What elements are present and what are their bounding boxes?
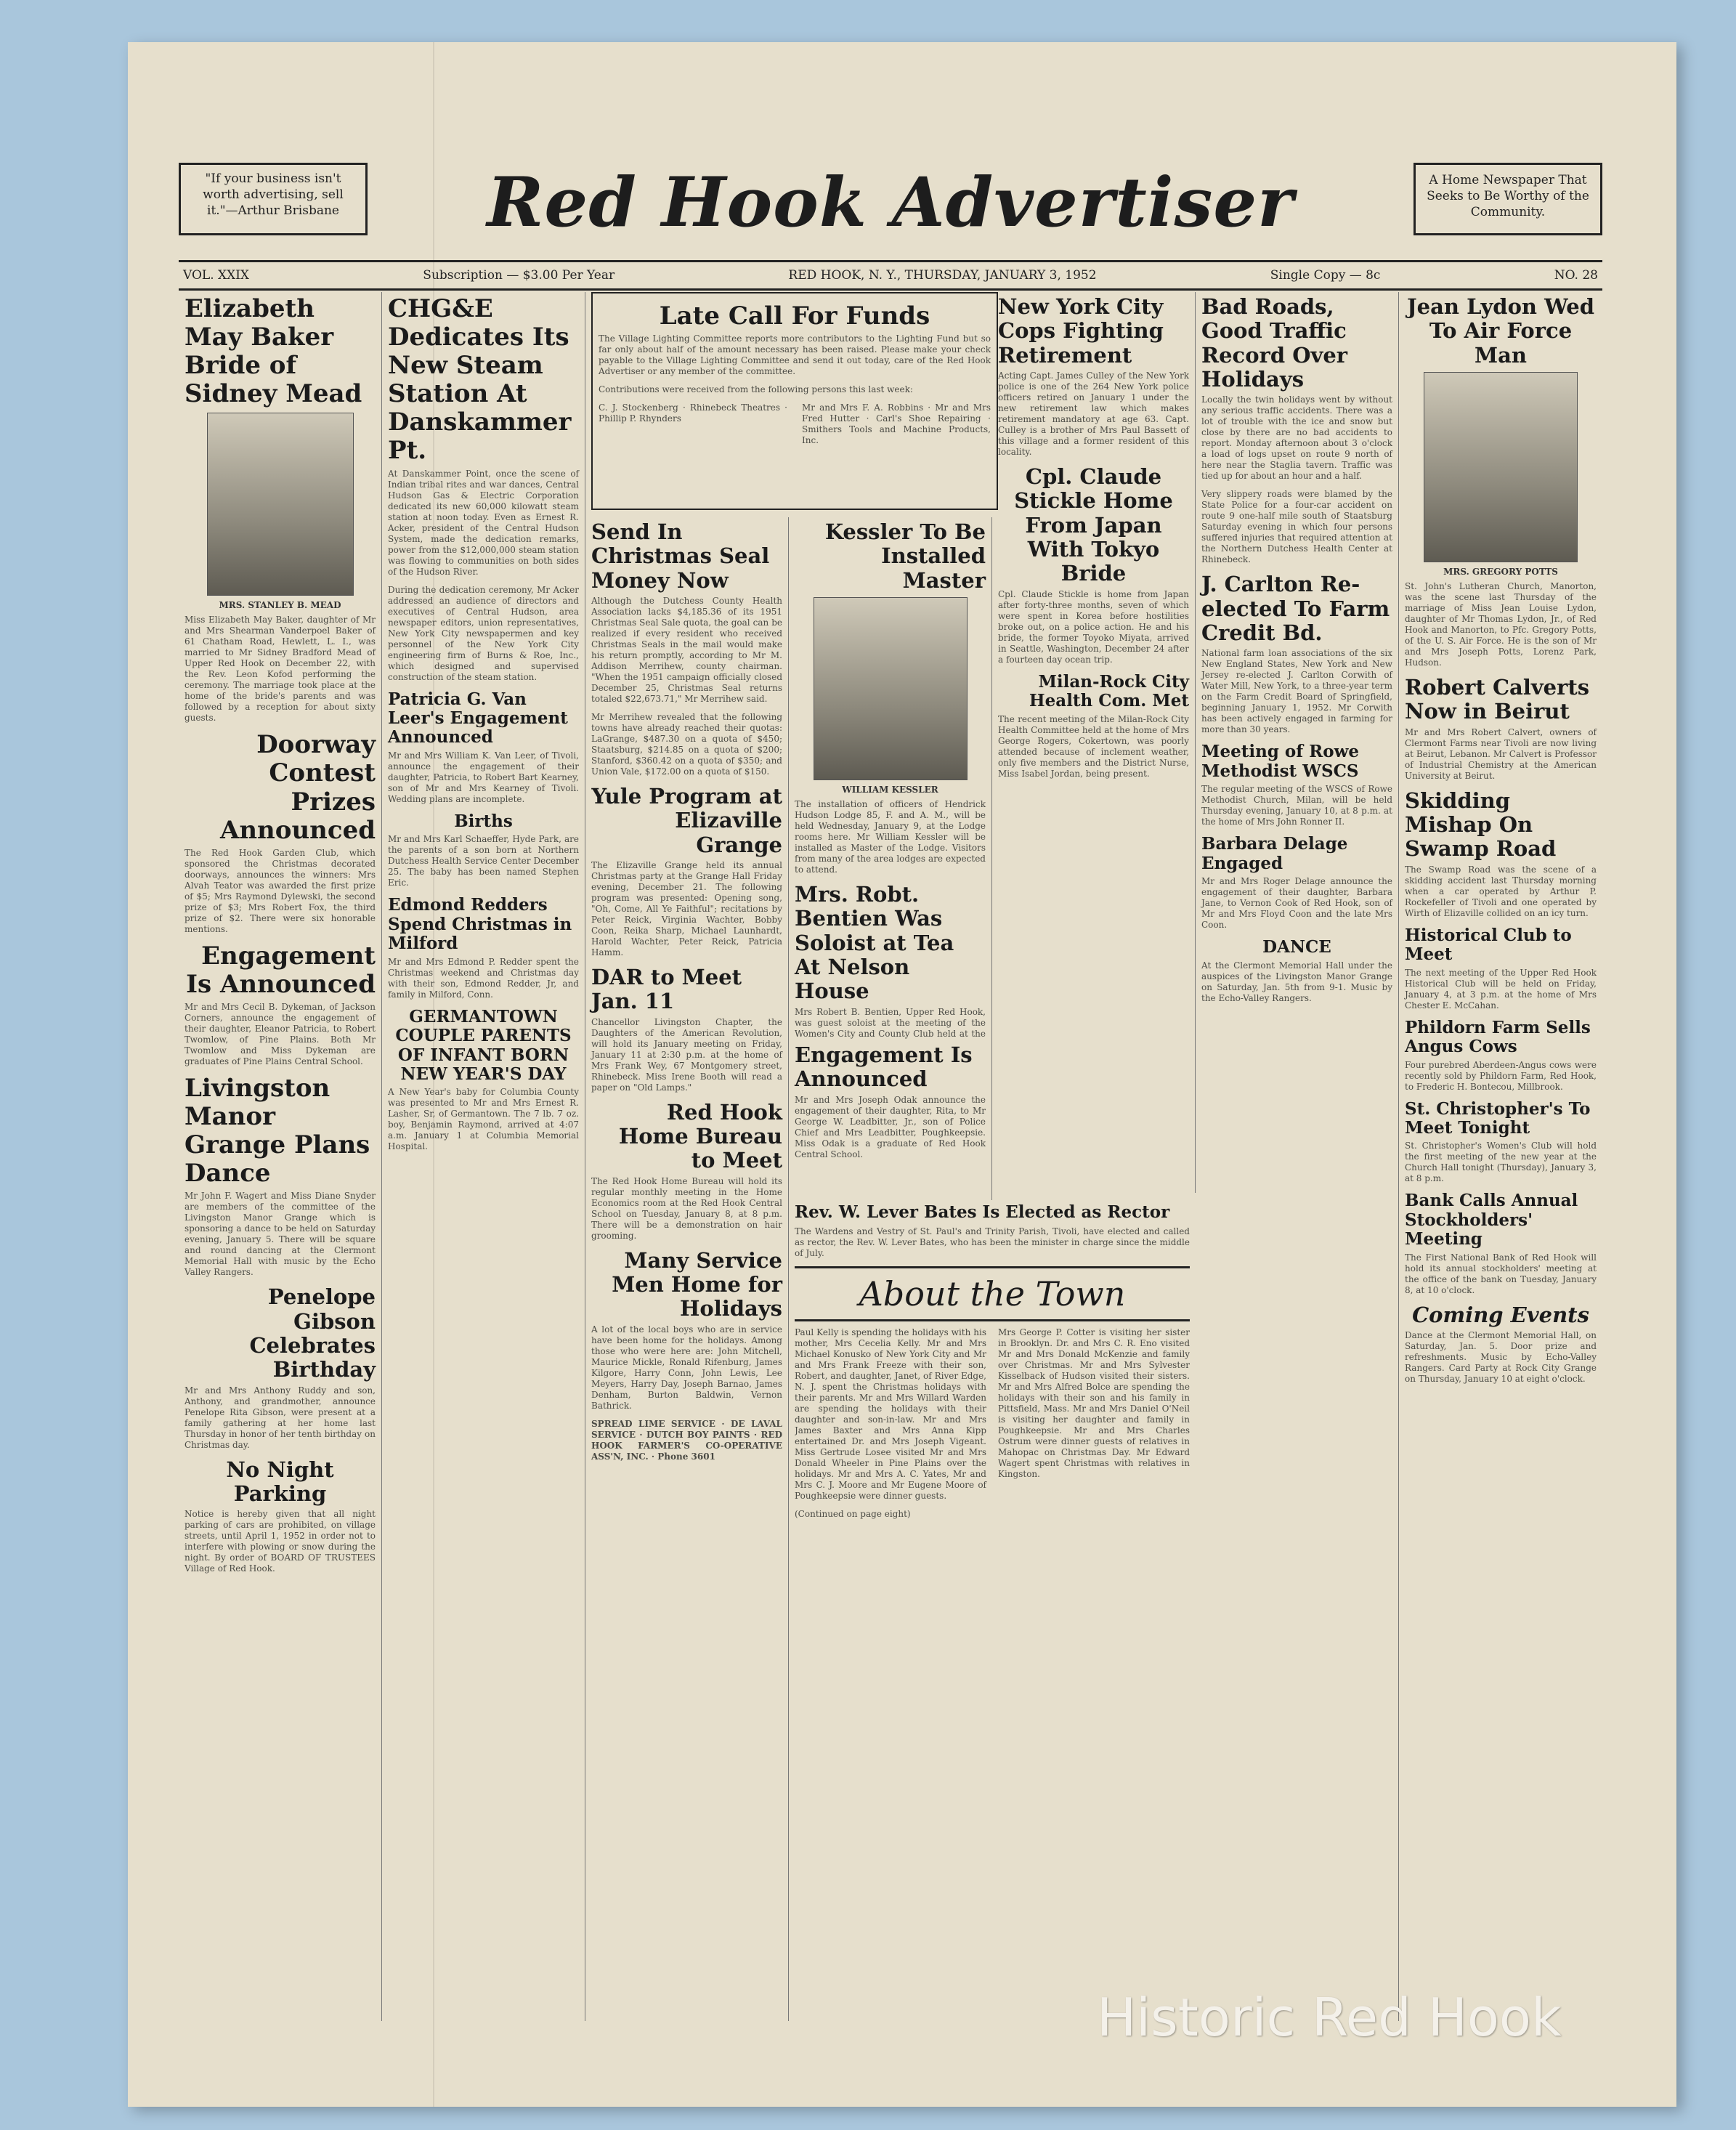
about-column-left: Paul Kelly is spending the holidays with his mother, Mrs Cecelia Kelly. Mr and Mrs Michael Konusko of New York City and Mr and Mrs Frank Freeze with their son, Robert, and daughter, Janet, of River Edge, N. J. spent the Christmas holidays with their parents. Mr and Mrs Willard Warden are spending the holidays with their daughter and son-in-law. Mr and Mrs James Baxter and Mrs Anna Kipp entertained Dr. and Mrs Joseph Vigeant. Miss Gertrude Losee visited Mr and Mrs Donald Wheeler in Pine Plains over the holidays. Mr and Mrs A. C. Yates, Mr and Mrs C. J. Moore and Mr Eugene Moore of Poughkeepsie were dinner guests. xyxy=(795,1327,986,1502)
headline: Patricia G. Van Leer's Engagement Announced xyxy=(388,689,568,748)
photo-caption: MRS. STANLEY B. MEAD xyxy=(219,600,341,611)
column-6 xyxy=(1196,292,1399,2021)
article-body: Mrs Robert B. Bentien, Upper Red Hook, was guest soloist at the meeting of the Women's City and County Club held at the xyxy=(795,1006,986,1039)
article-body: The Wardens and Vestry of St. Paul's and Trinity Parish, Tivoli, have elected and called as rector, the Rev. W. Lever Bates, who has been the minister in charge since the middle of July. xyxy=(795,1226,1190,1259)
column-3 xyxy=(585,517,789,2021)
headline: Phildorn Farm Sells Angus Cows xyxy=(1405,1017,1591,1057)
volume-number: VOL. XXIX xyxy=(183,268,250,283)
headline: Jean Lydon Wed To Air Force Man xyxy=(1406,294,1595,368)
contributor-lists xyxy=(599,402,991,453)
dateline-bar xyxy=(179,260,1602,291)
headline: CHG&E Dedicates Its New Steam Station At Danskammer Pt. xyxy=(388,294,572,466)
contributors-left: C. J. Stockenberg · Rhinebeck Theatres · Phillip P. Rhynders xyxy=(599,402,787,424)
article-body: Mr and Mrs Karl Schaeffer, Hyde Park, are the parents of a son born at Northern Dutchess Health Service Center December 25. The baby has been named Stephen Eric. xyxy=(388,834,579,888)
columns xyxy=(179,292,1602,2021)
article-body: The recent meeting of the Milan-Rock City Health Committee held at the home of Mrs George Rogers, Cokertown, was poorly attended because of inclement weather, only five members and the District Nurse, Miss Isabel Jordan, being present. xyxy=(998,713,1189,779)
headline: Red Hook Home Bureau to Meet xyxy=(618,1099,782,1173)
article-body: Dance at the Clermont Memorial Hall, on Saturday, Jan. 5. Door prize and refreshments. Music by Echo-Valley Rangers. Card Party at Rock City Grange on Thursday, January 10 at eight o'clock. xyxy=(1405,1330,1597,1385)
article-body: A New Year's baby for Columbia County was presented to Mr and Mrs Ernest R. Lasher, Sr, of Germantown. The 7 lb. 7 oz. boy, Benjamin Raymond, arrived at 4:07 a.m. January 1 at Columbia Memorial Hospital. xyxy=(388,1087,579,1152)
article-body: Locally the twin holidays went by without any serious traffic accidents. There was a lot of trouble with the ice and snow but close by there are no bad accidents to report. Monday afternoon about 3 o'clock a load of logs upset on route 9 north of here near the Staglia tavern. Traffic was tied up for about an hour and a half. xyxy=(1201,394,1392,482)
headline: Cpl. Claude Stickle Home From Japan With Tokyo Bride xyxy=(1014,464,1173,586)
column-2 xyxy=(382,292,585,2021)
headline: Edmond Redders Spend Christmas in Milford xyxy=(388,895,572,954)
article-body: Cpl. Claude Stickle is home from Japan after forty-three months, seven of which were spent in Korea before hostilities broke out, on a police action. He and his bride, the former Toyoko Miyata, arrived in Seattle, Washington, December 24 after a fourteen day ocean trip. xyxy=(998,588,1189,665)
headline: St. Christopher's To Meet Tonight xyxy=(1405,1098,1591,1138)
article-body: The installation of officers of Hendrick Hudson Lodge 85, F. and A. M., will be held Wednesday, January 9, at the Lodge rooms here. Mr William Kessler will be installed as Master of the Lodge. Visitors from many of the area lodges are expected to attend. xyxy=(795,799,986,875)
headline: Send In Christmas Seal Money Now xyxy=(591,519,770,593)
about-the-town-section xyxy=(795,1200,1190,2014)
headline: Engagement Is Announced xyxy=(795,1042,973,1092)
headline: Kessler To Be Installed Master xyxy=(824,519,986,593)
right-ear-slogan: A Home Newspaper That Seeks to Be Worthy of the Community. xyxy=(1413,163,1602,235)
article-body: Contributions were received from the following persons this last week: xyxy=(599,384,913,395)
headline: Mrs. Robt. Bentien Was Soloist at Tea At Nelson House xyxy=(795,882,954,1004)
article-body: Mr John F. Wagert and Miss Diane Snyder are members of the committee of the Livingston Manor Grange which is sponsoring a dance to be held on Saturday evening, January 5. There will be square and round dancing at the Clermont Memorial Hall with music by the Echo Valley Rangers. xyxy=(184,1191,376,1278)
headline: Barbara Delage Engaged xyxy=(1201,834,1348,873)
article-body: Chancellor Livingston Chapter, the Daughters of the American Revolution, will hold its January meeting on Friday, January 11 at 2:30 p.m. at the home of Mrs Frank Wey, 67 Montgomery street, Rhinebeck. Miss Irene Booth will read a paper on "Old Lamps." xyxy=(591,1016,782,1093)
column-4 xyxy=(789,517,992,1040)
article-body: Mr and Mrs Cecil B. Dykeman, of Jackson Corners, announce the engagement of their daughter, Eleanor Patricia, to Robert Twomlow, of Pine Plains. Both Mr Twomlow and Miss Dykeman are graduates of Pine Plains Central School. xyxy=(184,1001,376,1066)
headline: Rev. W. Lever Bates Is Elected as Rector xyxy=(795,1202,1170,1222)
headline: New York City Cops Fighting Retirement xyxy=(998,294,1164,368)
headline: Doorway Contest Prizes Announced xyxy=(219,730,376,845)
article-body: Mr and Mrs Joseph Odak announce the engagement of their daughter, Rita, to Mr George W. Leadbitter, Jr., son of Police Chief and Mrs Leadbitter, Poughkeepsie. Miss Odak is a graduate of Red Hook Central School. xyxy=(795,1094,986,1159)
headline: Coming Events xyxy=(1412,1302,1589,1327)
headline: Skidding Mishap On Swamp Road xyxy=(1405,787,1557,862)
headline: GERMANTOWN COUPLE PARENTS OF INFANT BORN NEW YEAR'S DAY xyxy=(395,1006,572,1084)
bride-photo xyxy=(207,413,354,596)
article-body: During the dedication ceremony, Mr Acker addressed an audience of directors and executives of Central Hudson, area newspaper editors, union representatives, New York City newspapermen and key personnel of the New York City engineering firm of Burns & Roe, Inc., which designed and supervised construction of the steam station. xyxy=(388,584,579,682)
about-column-right: Mrs George P. Cotter is visiting her sister in Brooklyn. Dr. and Mrs C. R. Eno visited Mr and Mrs Donald McKenzie and family over Christmas. Mr and Mrs Sylvester Kisselback of Hudson visited their sisters. Mr and Mrs Alfred Bolce are spending the holidays with their son and his family in Pittsfield, Mass. Mr and Mrs Daniel O'Neil is visiting her daughter and family in Poughkeepsie. Mr and Mrs Charles Ostrum were dinner guests of relatives in Mahopac on Christmas Day. Mr Edward Wagert spent Christmas with relatives in Kingston. xyxy=(998,1327,1190,1480)
article-body: Mr and Mrs Edmond P. Redder spent the Christmas weekend and Christmas day with their son, Edmond Redder, Jr, and family in Milford, Conn. xyxy=(388,956,579,1000)
portrait-photo xyxy=(814,597,968,780)
headline: Robert Calverts Now in Beirut xyxy=(1405,675,1590,724)
headline: Milan-Rock City Health Com. Met xyxy=(1029,671,1189,711)
co-op-ad: SPREAD LIME SERVICE · DE LAVAL SERVICE · DUTCH BOY PAINTS · RED HOOK FARMER'S CO-OPERATIVE ASS'N, INC. · Phone 3601 xyxy=(591,1418,782,1462)
left-ear-quote: "If your business isn't worth advertising, sell it."—Arthur Brisbane xyxy=(179,163,368,235)
about-the-town-columns xyxy=(795,1327,1190,1509)
headline: Late Call For Funds xyxy=(659,301,930,331)
article-body: St. John's Lutheran Church, Manorton, was the scene last Thursday of the marriage of Miss Jean Louise Lydon, daughter of Mr Thomas Lydon, Jr., of Red Hook and Manorton, to Pfc. Gregory Potts, of the U. S. Air Force. He is the son of Mr and Mrs Joseph Potts, Lorenz Park, Hudson. xyxy=(1405,581,1597,668)
contributors-right: Mr and Mrs F. A. Robbins · Mr and Mrs Fred Hutter · Carl's Shoe Repairing · Smithers Tools and Machine Products, Inc. xyxy=(802,402,991,446)
headline: Bad Roads, Good Traffic Record Over Holidays xyxy=(1201,294,1348,392)
headline: Many Service Men Home for Holidays xyxy=(612,1247,782,1321)
headline: Historical Club to Meet xyxy=(1405,925,1572,965)
continued-note: (Continued on page eight) xyxy=(795,1509,911,1520)
bride-photo xyxy=(1424,372,1578,562)
single-copy-price: Single Copy — 8c xyxy=(1270,268,1381,283)
headline: Engagement Is Announced xyxy=(186,941,376,999)
article-body: Miss Elizabeth May Baker, daughter of Mr and Mrs Shearman Vanderpoel Baker of 61 Chatham Road, Hewlett, L. I., was married to Mr Sidney Bradford Mead of Upper Red Hook on December 22, with the Rev. Leon Kofod performing the ceremony. The marriage took place at the home of the bride's parents and was followed by a reception for about sixty guests. xyxy=(184,615,376,724)
headline: Bank Calls Annual Stockholders' Meeting xyxy=(1405,1191,1578,1250)
article-body: The next meeting of the Upper Red Hook Historical Club will be held on Friday, January 4, at 3 p.m. at the home of Mrs Chester E. McCahan. xyxy=(1405,967,1597,1011)
headline: DANCE xyxy=(1262,937,1331,957)
photo-caption: WILLIAM KESSLER xyxy=(842,785,938,795)
headline: No Night Parking xyxy=(226,1457,334,1507)
headline: Yule Program at Elizaville Grange xyxy=(591,784,782,857)
article-body: Acting Capt. James Culley of the New York police is one of the 264 New York police officers retired on January 1 under the new retirement law which makes retirement mandatory at age 63. Capt. Culley is a brother of Mrs Paul Bassett of this village and a former resident of this locality. xyxy=(998,370,1189,458)
article-body: Mr and Mrs Roger Delage announce the engagement of their daughter, Barbara Jane, to Vernon Cook of Red Hook, son of Mr and Mrs Floyd Coon and the late Mrs Coon. xyxy=(1201,876,1392,931)
column-4-lower xyxy=(789,1040,992,1200)
article-body: The Swamp Road was the scene of a skidding accident last Thursday morning when a car operated by Arthur P. Rockefeller of Tivoli and one operated by Wirth of Elizaville collided on an icy turn. xyxy=(1405,864,1597,918)
article-body: The Elizaville Grange held its annual Christmas party at the Grange Hall Friday evening, December 21. The following program was presented: Opening song, "Oh, Come, All Ye Faithful"; recitations by Peter Reick, Virginia Wachter, Bobby Coon, Reika Sharp, Michael Launhardt, Harold Wachter, Peter Reick, Patricia Hamm. xyxy=(591,860,782,958)
article-body: At Danskammer Point, once the scene of Indian tribal rites and war dances, Central Hudson Gas & Electric Corporation dedicated its new 60,000 kilowatt steam station at noon today. Even as Ernest R. Acker, president of the Central Hudson System, made the dedication remarks, power from the $12,000,000 steam station was flowing to communities on both sides of the Hudson River. xyxy=(388,468,579,577)
article-body: Mr and Mrs Anthony Ruddy and son, Anthony, and grandmother, announce Penelope Rita Gibson, were present at a family gathering at her home last Thursday in honor of her tenth birthday on Christmas day. xyxy=(184,1385,376,1450)
headline: DAR to Meet Jan. 11 xyxy=(591,965,742,1014)
column-7 xyxy=(1399,292,1602,2021)
article-body: The First National Bank of Red Hook will hold its annual stockholders' meeting at the office of the bank on Tuesday, January 8, at 10 o'clock. xyxy=(1405,1252,1597,1295)
article-body: St. Christopher's Women's Club will hold the first meeting of the new year at the Church Hall tonight (Thursday), January 3, at 8 p.m. xyxy=(1405,1141,1597,1184)
headline: Elizabeth May Baker Bride of Sidney Mead xyxy=(184,294,362,409)
page-content xyxy=(179,106,1602,2024)
masthead-title: Red Hook Advertiser xyxy=(487,163,1294,243)
article-body: A lot of the local boys who are in service have been home for the holidays. Among those who were here are: John Mitchell, Maurice Mickle, Ronald Rifenburg, James Kilgore, Harry Conn, John Lewis, Lee Meyers, Harry Day, Joseph Barnao, James Denham, Burton Baldwin, Vernon Bathrick. xyxy=(591,1324,782,1411)
photo-caption: MRS. GREGORY POTTS xyxy=(1443,567,1558,578)
article-body: The Red Hook Home Bureau will hold its regular monthly meeting in the Home Economics room at the Red Hook Central School on Tuesday, January 8, at 8 p.m. There will be a demonstration on hair grooming. xyxy=(591,1175,782,1241)
watermark-text: Historic Red Hook xyxy=(1097,1987,1562,2048)
about-the-town-heading: About the Town xyxy=(795,1266,1190,1321)
headline: Births xyxy=(454,811,513,831)
subscription-price: Subscription — $3.00 Per Year xyxy=(423,268,615,283)
article-body: The Red Hook Garden Club, which sponsored the Christmas decorated doorways, announces the winners: Mrs Alvah Teator was awarded the first prize of $5; Mrs Raymond Dylewski, the second prize of $3; Mrs Robert Fox, the third prize of $2. There were six honorable mentions. xyxy=(184,847,376,934)
article-body: Although the Dutchess County Health Association lacks $4,185.36 of its 1951 Christmas Seal Sale quota, the goal can be realized if every resident who received Christmas Seals in the mail would make his return promptly, according to Mr M. Addison Merrihew, county chairman. "When the 1951 campaign officially closed December 25, Christmas Seal returns totaled $22,673.71," Mr Merrihew said. xyxy=(591,596,782,705)
article-body: Mr and Mrs William K. Van Leer, of Tivoli, announce the engagement of their daughter, Patricia, to Robert Bart Kearney, son of Mr and Mrs Kearney of Tivoli. Wedding plans are incomplete. xyxy=(388,750,579,804)
column-5 xyxy=(992,292,1196,1193)
article-body: Four purebred Aberdeen-Angus cows were recently sold by Phildorn Farm, Red Hook, to Frederic H. Bontecou, Millbrook. xyxy=(1405,1059,1597,1092)
article-body: Mr and Mrs Robert Calvert, owners of Clermont Farms near Tivoli are now living at Beirut, Lebanon. Mr Calvert is Professor of Industrial Chemistry at the American University at Beirut. xyxy=(1405,726,1597,781)
headline: Meeting of Rowe Methodist WSCS xyxy=(1201,742,1360,781)
funds-box xyxy=(591,292,998,510)
column-1 xyxy=(179,292,382,2021)
article-body: The Village Lighting Committee reports more contributors to the Lighting Fund but so far only about half of the amount necessary has been raised. Please make your check payable to the Village Lighting Committee and send it out today, care of the Red Hook Advertiser or any member of the committee. xyxy=(599,333,991,377)
article-body: National farm loan associations of the six New England States, New York and New Jersey re-elected J. Carlton Corwith of Water Mill, New York, to a three-year term on the Farm Credit Board of Springfield, beginning January 1, 1952. Mr Corwith has been actively engaged in farming for more than 30 years. xyxy=(1201,648,1392,735)
headline: Penelope Gibson Celebrates Birthday xyxy=(249,1284,376,1382)
issue-number: NO. 28 xyxy=(1554,268,1598,283)
article-body: Mr Merrihew revealed that the following towns have already reached their quotas: LaGrange, $487.30 on a quota of $450; Staatsburg, $214.85 on a quota of $200; Stanford, $360.42 on a quota of $350; and Union Vale, $172.00 on a quota of $150. xyxy=(591,712,782,777)
article-body: At the Clermont Memorial Hall under the auspices of the Livingston Manor Grange on Saturday, Jan. 5th from 9-1. Music by the Echo-Valley Rangers. xyxy=(1201,960,1392,1003)
article-body: Notice is hereby given that all night parking of cars are prohibited, on village streets, until April 1, 1952 in order not to interfere with plowing or snow during the night. By order of BOARD OF TRUSTEES Village of Red Hook. xyxy=(184,1509,376,1574)
issue-place-date: RED HOOK, N. Y., THURSDAY, JANUARY 3, 1952 xyxy=(788,268,1097,283)
article-body: Very slippery roads were blamed by the State Police for a four-car accident on route 9 one-half mile south of Staatsburg Saturday evening in which four persons suffered injuries that required attention at the Northern Dutchess Health Center at Rhinebeck. xyxy=(1201,489,1392,565)
article-body: The regular meeting of the WSCS of Rowe Methodist Church, Milan, will be held Thursday evening, January 10, at 8 p.m. at the home of Mrs John Ronner II. xyxy=(1201,784,1392,827)
headline: Livingston Manor Grange Plans Dance xyxy=(184,1073,370,1188)
headline: J. Carlton Re-elected To Farm Credit Bd. xyxy=(1201,572,1390,646)
newspaper-page xyxy=(128,42,1676,2107)
